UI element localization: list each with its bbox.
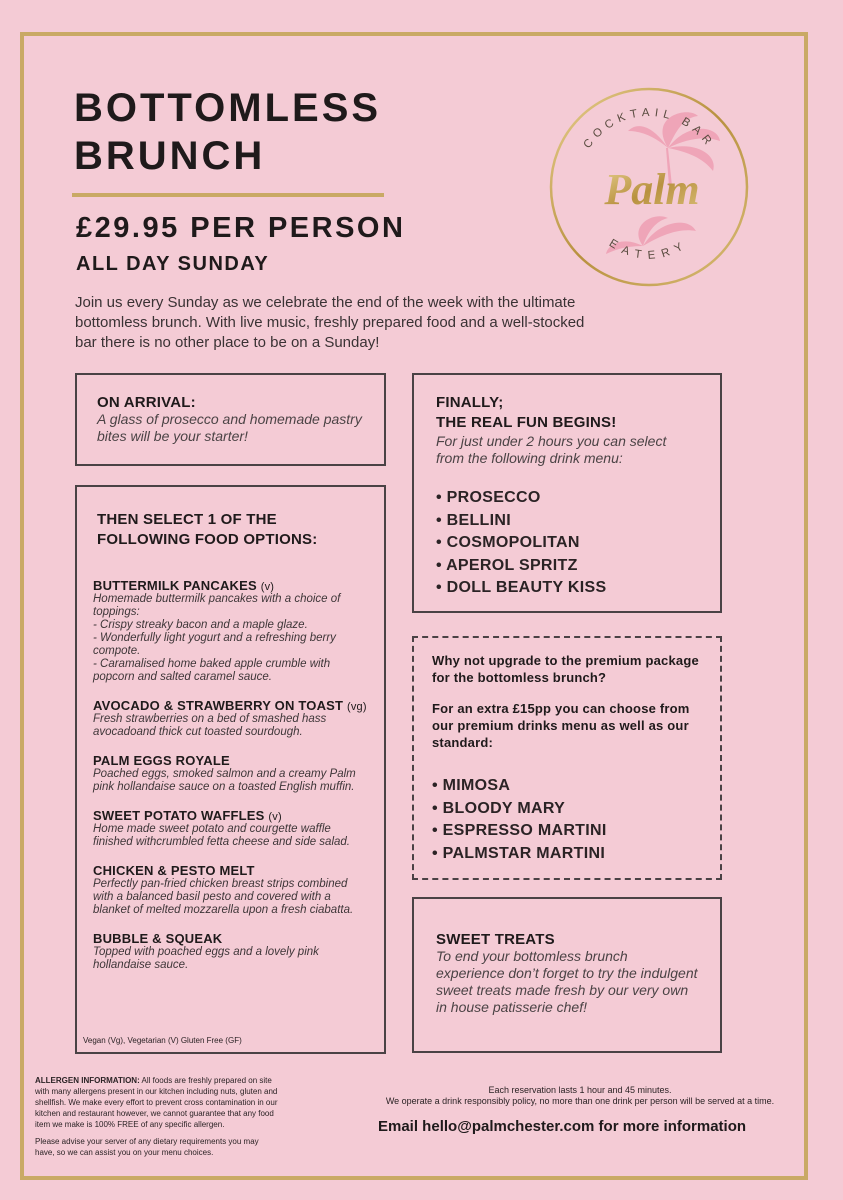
food-option-name: CHICKEN & PESTO MELT <box>93 863 255 878</box>
title-divider <box>72 193 384 197</box>
sweet-treats-box <box>412 897 722 1053</box>
svg-text:Palm: Palm <box>604 165 700 214</box>
svg-text:EATERY: EATERY <box>606 237 692 262</box>
diet-tag: (v) <box>260 581 275 593</box>
drinks-box <box>412 373 722 613</box>
food-option <box>93 863 368 917</box>
page-title: BOTTOMLESS BRUNCH <box>74 86 382 178</box>
drink-item: • DOLL BEAUTY KISS <box>436 577 698 600</box>
diet-tag: (v) <box>268 811 282 823</box>
availability: ALL DAY SUNDAY <box>76 253 270 275</box>
food-options-list <box>93 578 368 972</box>
food-option-description: Topped with poached eggs and a lovely pink hollandaise sauce. <box>93 946 319 971</box>
food-option-description: Home made sweet potato and courgette waffle finished withcrumbled fetta cheese and side salad. <box>93 823 350 848</box>
diet-tag: (vg) <box>346 701 367 713</box>
sweet-heading: SWEET TREATS <box>436 931 555 948</box>
drink-item: • BELLINI <box>436 510 698 533</box>
premium-drink-item: • PALMSTAR MARTINI <box>432 843 702 866</box>
food-option-description: Homemade buttermilk pancakes with a choice of toppings: - Crispy streaky bacon and a maple glaze. - Wonderfully light yogurt and a refreshing berry compote. - Caramalised home baked apple crumble with popcorn and salted caramel sauce. <box>93 593 341 683</box>
arrival-text: A glass of prosecco and homemade pastry bites will be your starter! <box>97 411 362 444</box>
premium-drink-item: • MIMOSA <box>432 775 702 798</box>
food-option-name: BUTTERMILK PANCAKES (v) <box>93 578 275 593</box>
drink-item: • APEROL SPRITZ <box>436 555 698 578</box>
sweet-text: To end your bottomless brunch experience don’t forget to try the indulgent sweet treats made fresh by our very own in house patisserie chef! <box>436 948 698 1015</box>
premium-drink-item: • ESPRESSO MARTINI <box>432 820 702 843</box>
premium-drink-list <box>432 775 702 865</box>
drink-menu-list <box>436 487 698 600</box>
premium-drink-item: • BLOODY MARY <box>432 798 702 821</box>
food-option <box>93 578 368 684</box>
food-option-name: BUBBLE & SQUEAK <box>93 931 223 946</box>
drinks-text: For just under 2 hours you can select from the following drink menu: <box>436 433 667 466</box>
premium-box <box>412 636 722 880</box>
food-heading: THEN SELECT 1 OF THE FOLLOWING FOOD OPTIONS: <box>97 511 318 548</box>
palm-logo <box>548 86 750 288</box>
arrival-heading: ON ARRIVAL: <box>97 394 196 411</box>
food-box <box>75 485 386 1054</box>
food-option-name: SWEET POTATO WAFFLES (v) <box>93 808 282 823</box>
diet-legend: Vegan (Vg), Vegetarian (V) Gluten Free (GF) <box>83 1036 242 1045</box>
allergen-info: ALLERGEN INFORMATION: All foods are freshly prepared on site with many allergens present in our kitchen including nuts, gluten and shellfish. We make every effort to prevent cross contamination in our kitchen and restaurant however, we cannot guarantee that any food item we make is 100% FREE of any specific allergen. Please advise your server of any dietary requirements you may have, so we can assist you on your menu choices. <box>35 1076 278 1157</box>
price: £29.95 PER PERSON <box>76 212 406 244</box>
food-option <box>93 753 368 794</box>
food-option-name: AVOCADO & STRAWBERRY ON TOAST (vg) <box>93 698 367 713</box>
food-option <box>93 808 368 849</box>
food-option-description: Poached eggs, smoked salmon and a creamy Palm pink hollandaise sauce on a toasted English muffin. <box>93 768 356 793</box>
drink-item: • COSMOPOLITAN <box>436 532 698 555</box>
contact-email: Email hello@palmchester.com for more information <box>378 1118 747 1135</box>
drink-item: • PROSECCO <box>436 487 698 510</box>
food-option-description: Fresh strawberries on a bed of smashed hass avocadoand thick cut toasted sourdough. <box>93 713 327 738</box>
drinks-heading: FINALLY; THE REAL FUN BEGINS! <box>436 394 617 431</box>
arrival-box <box>75 373 386 466</box>
premium-offer: For an extra £15pp you can choose from our premium drinks menu as well as our standard: <box>432 701 690 750</box>
food-option <box>93 931 368 972</box>
reservation-info: Each reservation lasts 1 hour and 45 minutes. We operate a drink responsibly policy, no more than one drink per person will be served at a time. <box>385 1085 775 1106</box>
svg-text:COCKTAIL BAR: COCKTAIL BAR <box>581 106 717 151</box>
food-option-description: Perfectly pan-fried chicken breast strips combined with a balanced basil pesto and covered with a blanket of melted mozzarella upon a fresh ciabatta. <box>93 878 354 916</box>
food-option <box>93 698 368 739</box>
premium-question: Why not upgrade to the premium package for the bottomless brunch? <box>432 653 699 685</box>
intro-text: Join us every Sunday as we celebrate the end of the week with the ultimate bottomless brunch. With live music, freshly prepared food and a well-stocked bar there is no other place to be on a Sunday! <box>75 294 585 351</box>
food-option-name: PALM EGGS ROYALE <box>93 753 230 768</box>
